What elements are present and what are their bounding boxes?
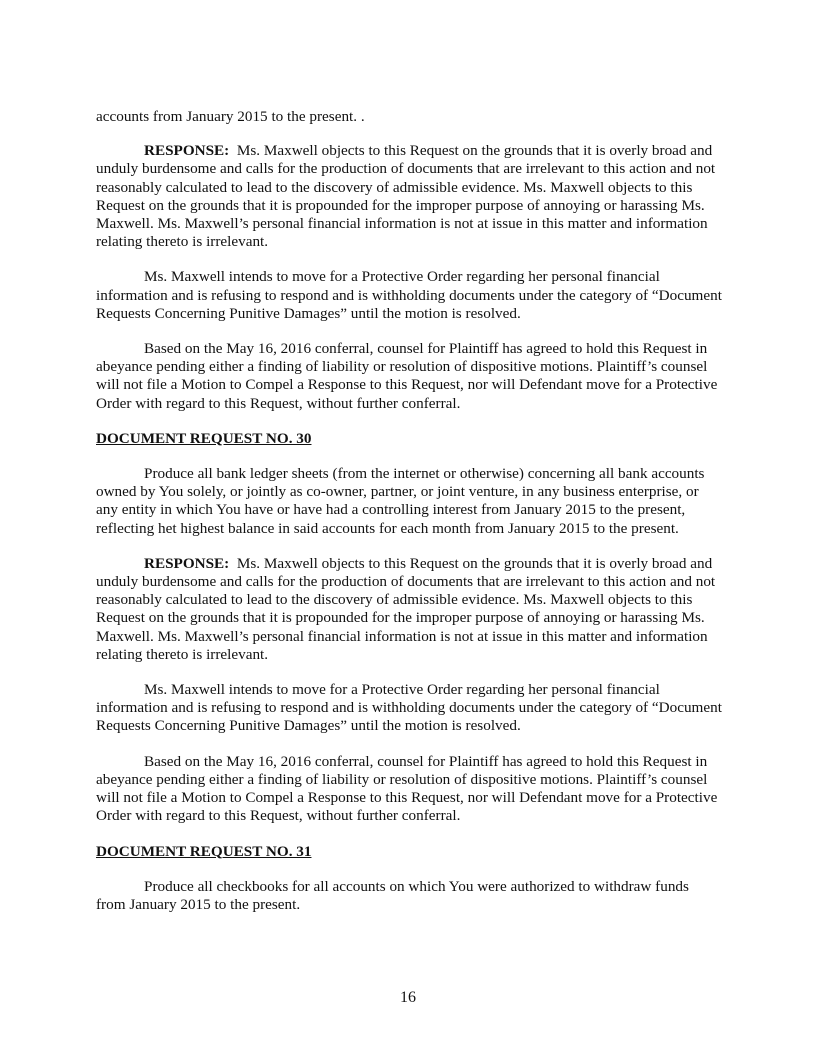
request-31-heading: DOCUMENT REQUEST NO. 31 bbox=[96, 842, 312, 860]
request-30-heading: DOCUMENT REQUEST NO. 30 bbox=[96, 429, 312, 447]
request-30-body: Produce all bank ledger sheets (from the internet or otherwise) concerning all bank accounts owned by You solely, or jointly as co-owner, partner, or joint venture, in any business enterprise, or any entity in which You have or have had a controlling interest from January 2015 to the present, reflecting het highest balance in said accounts for each month from January 2015 to the present. bbox=[96, 465, 705, 537]
protective-order-paragraph-30: Ms. Maxwell intends to move for a Protective Order regarding her personal financial information and is refusing to respond and is withholding documents under the category of “Document Requests Concerning Punitive Damages” until the motion is resolved. bbox=[96, 681, 722, 735]
continuation-text: accounts from January 2015 to the present. . bbox=[96, 108, 365, 125]
response-label: RESPONSE: bbox=[144, 142, 230, 160]
conferral-paragraph-30: Based on the May 16, 2016 conferral, counsel for Plaintiff has agreed to hold this Request in abeyance pending either a finding of liability or resolution of dispositive motions. Plaintiff’s counsel will not file a Motion to Compel a Response to this Request, nor will Defendant move for a Protective Order with regard to this Request, without further conferral. bbox=[96, 752, 718, 825]
response-paragraph-30 bbox=[96, 555, 722, 664]
response-text: Ms. Maxwell objects to this Request on the grounds that it is overly broad and unduly burdensome and calls for the production of documents that are irrelevant to this action and not reasonably calculated to lead to the discovery of admissible evidence. Ms. Maxwell objects to this Request on the grounds that it is propounded for the improper purpose of annoying or harassing Ms. Maxwell. Ms. Maxwell’s personal financial information is not at issue in this matter and information relating thereto is irrelevant. bbox=[96, 554, 716, 663]
response-label: RESPONSE: bbox=[144, 554, 230, 572]
response-paragraph-29 bbox=[96, 142, 722, 251]
conferral-paragraph-29: Based on the May 16, 2016 conferral, counsel for Plaintiff has agreed to hold this Request in abeyance pending either a finding of liability or resolution of dispositive motions. Plaintiff’s counsel will not file a Motion to Compel a Response to this Request, nor will Defendant move for a Protective Order with regard to this Request, without further conferral. bbox=[96, 340, 718, 412]
response-text: Ms. Maxwell objects to this Request on the grounds that it is overly broad and unduly burdensome and calls for the production of documents that are irrelevant to this action and not reasonably calculated to lead to the discovery of admissible evidence. Ms. Maxwell objects to this Request on the grounds that it is propounded for the improper purpose of annoying or harassing Ms. Maxwell. Ms. Maxwell’s personal financial information is not at issue in this matter and information relating thereto is irrelevant. bbox=[96, 142, 716, 251]
document-page bbox=[96, 108, 722, 931]
protective-order-paragraph-29: Ms. Maxwell intends to move for a Protective Order regarding her personal financial information and is refusing to respond and is withholding documents under the category of “Document Requests Concerning Punitive Damages” until the motion is resolved. bbox=[96, 268, 722, 322]
page-number: 16 bbox=[400, 989, 416, 1006]
request-31-body: Produce all checkbooks for all accounts on which You were authorized to withdraw funds from January 2015 to the present. bbox=[96, 877, 689, 913]
